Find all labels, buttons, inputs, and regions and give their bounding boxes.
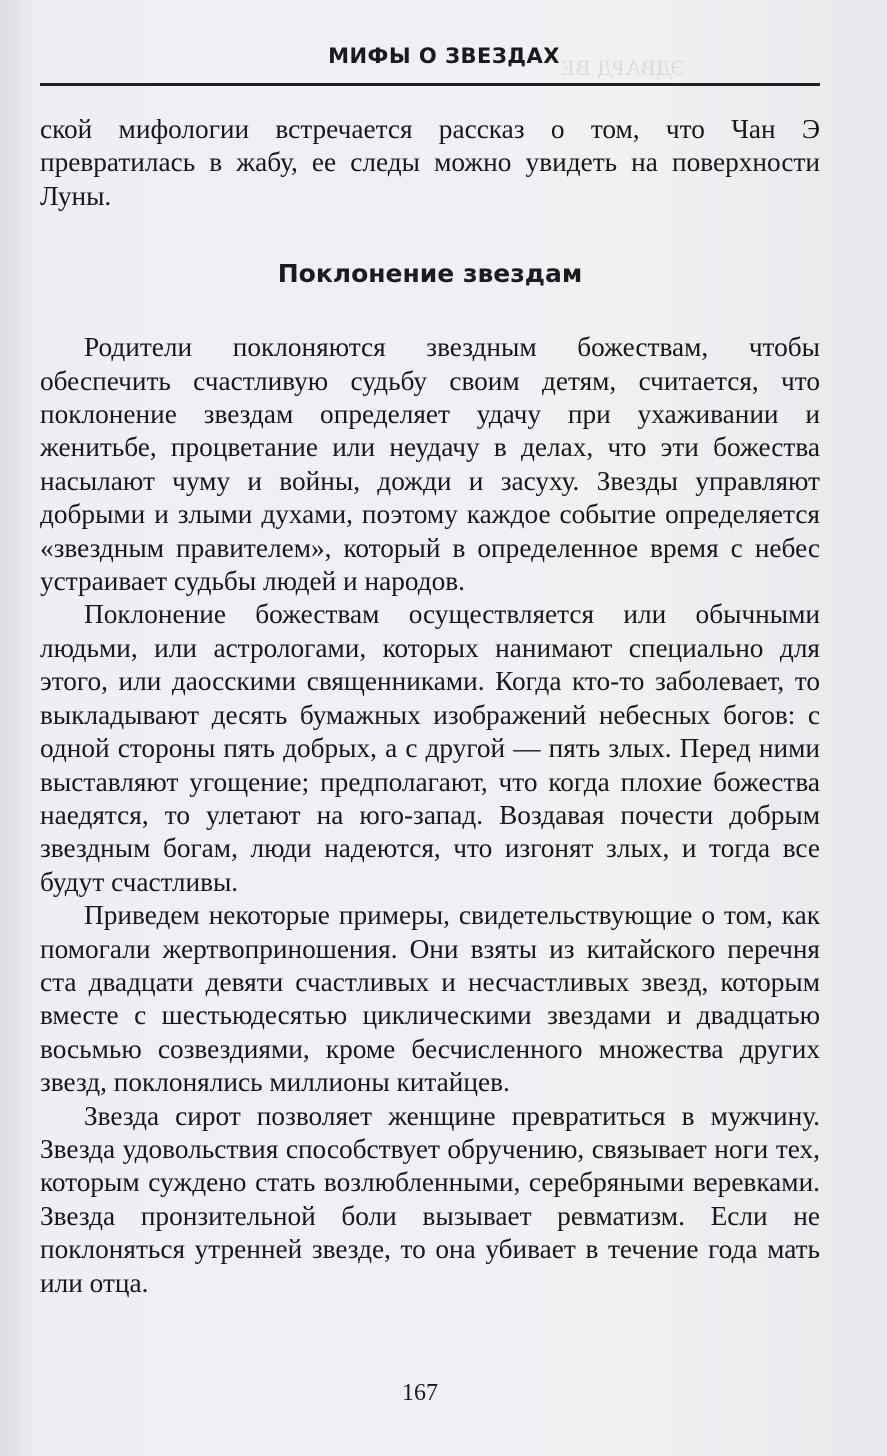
paragraph: Родители поклоняются звездным божествам, чтобы обеспечить счастливую судьбу своим детям, считается, что поклонение звездам определяет удачу при ухаживании и женитьбе, процветание или неудачу в делах, что эти божества насылают чуму и войны, дожди и засуху. Звезды управляют добрыми и злыми духами, поэтому каждое событие определяется «звездным правителем», который в определенное время с небес устраивает судьбы людей и народов.: [40, 332, 820, 597]
section-title: Поклонение звездам: [277, 259, 583, 289]
paragraph: Поклонение божествам осуществляется или обычными людьми, или астрологами, которых нанимают специально для этого, или даосскими священниками. Когда кто-то заболевает, то выкладывают десять бумажных изображений небесных богов: с одной стороны пять добрых, а с другой — пять злых. Перед ними выставляют угощение; предполагают, что когда плохие божества наедятся, то улетают на юго-запад. Воздавая почести добрым звездным богам, люди надеются, что изгонят злых, и тогда все будут счастливы.: [40, 599, 820, 897]
paragraph: Звезда сирот позволяет женщине превратиться в мужчину. Звезда удовольствия способствует обручению, связывает ноги тех, которым суждено стать возлюбленными, серебряными веревками. Звезда пронзительной боли вызывает ревматизм. Если не поклоняться утренней звезде, то она убивает в течение года мать или отца.: [40, 1100, 820, 1298]
page-number: 167: [402, 1380, 438, 1406]
running-header: МИФЫ О ЗВЕЗДАХ: [328, 44, 560, 68]
continued-paragraph: ской мифологии встречается рассказ о том, что Чан Э превратилась в жабу, ее следы можно увидеть на поверхности Луны.: [40, 114, 820, 211]
show-through-text: ЭДВАРД ВЕ: [560, 55, 686, 80]
paragraph: Приведем некоторые примеры, свидетельствующие о том, как помогали жертвоприношения. Они взяты из китайского перечня ста двадцати девяти счастливых и несчастливых звезд, которым вместе с шестьюдесятью циклическими звездами и двадцатью восьмью созвездиями, кроме бесчисленного множества других звезд, поклонялись миллионы китайцев.: [40, 900, 820, 1098]
header-rule: [40, 83, 820, 86]
body-text: [40, 113, 820, 1300]
